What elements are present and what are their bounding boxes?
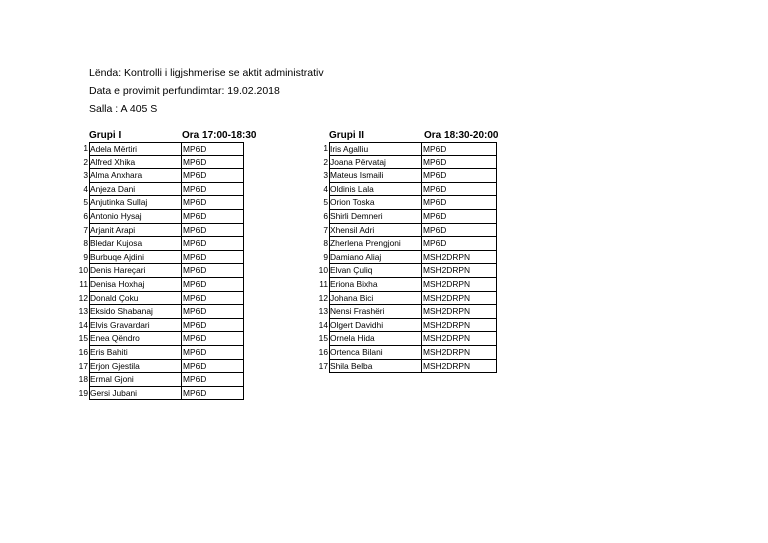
student-name: Erjon Gjestila: [89, 360, 181, 374]
student-name: Xhensil Adri: [329, 224, 421, 238]
row-number: 2: [323, 156, 328, 167]
program-code: MP6D: [421, 224, 497, 238]
program-code: MP6D: [421, 156, 497, 170]
student-name: Adela Mërtiri: [89, 142, 181, 156]
student-name: Elvan Çuliq: [329, 264, 421, 278]
student-name: Arjanit Arapi: [89, 224, 181, 238]
program-code: MP6D: [181, 373, 244, 387]
row-number: 15: [318, 333, 328, 344]
row-number: 5: [83, 197, 88, 208]
student-name: Eksido Shabanaj: [89, 305, 181, 319]
student-name: Johana Bici: [329, 292, 421, 306]
group-2-time: Ora 18:30-20:00: [424, 130, 499, 141]
row-number: 10: [78, 265, 88, 276]
row-number: 5: [323, 197, 328, 208]
program-code: MSH2DRPN: [421, 264, 497, 278]
row-number: 11: [79, 278, 88, 289]
row-number: 17: [318, 360, 328, 371]
student-name: Damiano Aliaj: [329, 251, 421, 265]
program-code: MP6D: [421, 196, 497, 210]
student-name: Burbuqe Ajdini: [89, 251, 181, 265]
row-number: 1: [83, 143, 88, 153]
row-number: 13: [318, 306, 328, 317]
student-name: Anjeza Dani: [89, 183, 181, 197]
row-number: 16: [318, 346, 328, 357]
row-number: 14: [78, 319, 88, 330]
student-name: Bledar Kujosa: [89, 237, 181, 251]
row-number: 3: [323, 170, 328, 181]
program-code: MP6D: [181, 237, 244, 251]
program-code: MSH2DRPN: [421, 360, 497, 374]
student-name: Alma Anxhara: [89, 169, 181, 183]
row-number: 4: [83, 183, 88, 194]
student-name: Ermal Gjoni: [89, 373, 181, 387]
row-number: 2: [83, 156, 88, 167]
student-name: Orion Toska: [329, 196, 421, 210]
student-name: Ornela Hida: [329, 332, 421, 346]
program-code: MSH2DRPN: [421, 278, 497, 292]
program-code: MP6D: [181, 278, 244, 292]
program-code: MP6D: [181, 196, 244, 210]
row-number: 7: [83, 224, 88, 235]
row-number: 1: [323, 143, 328, 153]
row-number: 16: [78, 346, 88, 357]
student-name: Elvis Gravardari: [89, 319, 181, 333]
program-code: MP6D: [181, 360, 244, 374]
row-number: 8: [323, 238, 328, 249]
program-code: MP6D: [421, 142, 497, 156]
room-line: Salla : A 405 S: [89, 103, 158, 115]
group-2-title: Grupi II: [329, 130, 364, 141]
program-code: MP6D: [181, 224, 244, 238]
program-code: MP6D: [181, 292, 244, 306]
program-code: MP6D: [181, 251, 244, 265]
row-number: 18: [78, 374, 88, 385]
student-name: Denis Hareçari: [89, 264, 181, 278]
row-number: 17: [78, 360, 88, 371]
program-code: MP6D: [181, 156, 244, 170]
row-number: 14: [318, 319, 328, 330]
program-code: MP6D: [181, 169, 244, 183]
row-number: 6: [323, 210, 328, 221]
subject-line: Lënda: Kontrolli i ligjshmerise se aktit administrativ: [89, 67, 324, 79]
program-code: MP6D: [421, 210, 497, 224]
program-code: MP6D: [181, 142, 244, 156]
row-number: 13: [78, 306, 88, 317]
program-code: MSH2DRPN: [421, 292, 497, 306]
row-number: 6: [83, 210, 88, 221]
program-code: MP6D: [421, 237, 497, 251]
program-code: MP6D: [181, 183, 244, 197]
student-name: Gersi Jubani: [89, 387, 181, 401]
student-name: Anjutinka Sullaj: [89, 196, 181, 210]
student-name: Denisa Hoxhaj: [89, 278, 181, 292]
program-code: MSH2DRPN: [421, 332, 497, 346]
student-name: Shirli Demneri: [329, 210, 421, 224]
row-number: 12: [318, 292, 328, 303]
program-code: MP6D: [181, 387, 244, 401]
program-code: MSH2DRPN: [421, 319, 497, 333]
group-1-title: Grupi I: [89, 130, 122, 141]
student-name: Iris Agalliu: [329, 142, 421, 156]
row-number: 15: [78, 333, 88, 344]
program-code: MP6D: [181, 264, 244, 278]
row-number: 4: [323, 183, 328, 194]
student-name: Nensi Frashëri: [329, 305, 421, 319]
row-number: 9: [83, 251, 88, 262]
row-number: 10: [318, 265, 328, 276]
student-name: Alfred Xhika: [89, 156, 181, 170]
program-code: MSH2DRPN: [421, 251, 497, 265]
student-name: Antonio Hysaj: [89, 210, 181, 224]
program-code: MP6D: [421, 183, 497, 197]
student-name: Ortenca Bilani: [329, 346, 421, 360]
group-1-time: Ora 17:00-18:30: [182, 130, 257, 141]
row-number: 19: [78, 387, 88, 398]
program-code: MP6D: [421, 169, 497, 183]
student-name: Oldinis Lala: [329, 183, 421, 197]
row-number: 9: [323, 251, 328, 262]
student-name: Mateus Ismaili: [329, 169, 421, 183]
student-name: Olgert Davidhi: [329, 319, 421, 333]
student-name: Eris Bahiti: [89, 346, 181, 360]
program-code: MP6D: [181, 319, 244, 333]
program-code: MSH2DRPN: [421, 346, 497, 360]
program-code: MP6D: [181, 346, 244, 360]
row-number: 11: [319, 278, 328, 289]
student-name: Zherlena Prengjoni: [329, 237, 421, 251]
program-code: MP6D: [181, 210, 244, 224]
row-number: 3: [83, 170, 88, 181]
student-name: Joana Përvataj: [329, 156, 421, 170]
row-number: 8: [83, 238, 88, 249]
row-number: 12: [78, 292, 88, 303]
student-name: Eriona Bixha: [329, 278, 421, 292]
student-name: Enea Qëndro: [89, 332, 181, 346]
program-code: MP6D: [181, 305, 244, 319]
student-name: Shila Belba: [329, 360, 421, 374]
program-code: MP6D: [181, 332, 244, 346]
exam-date-line: Data e provimit perfundimtar: 19.02.2018: [89, 85, 280, 97]
student-name: Donald Çoku: [89, 292, 181, 306]
program-code: MSH2DRPN: [421, 305, 497, 319]
row-number: 7: [323, 224, 328, 235]
